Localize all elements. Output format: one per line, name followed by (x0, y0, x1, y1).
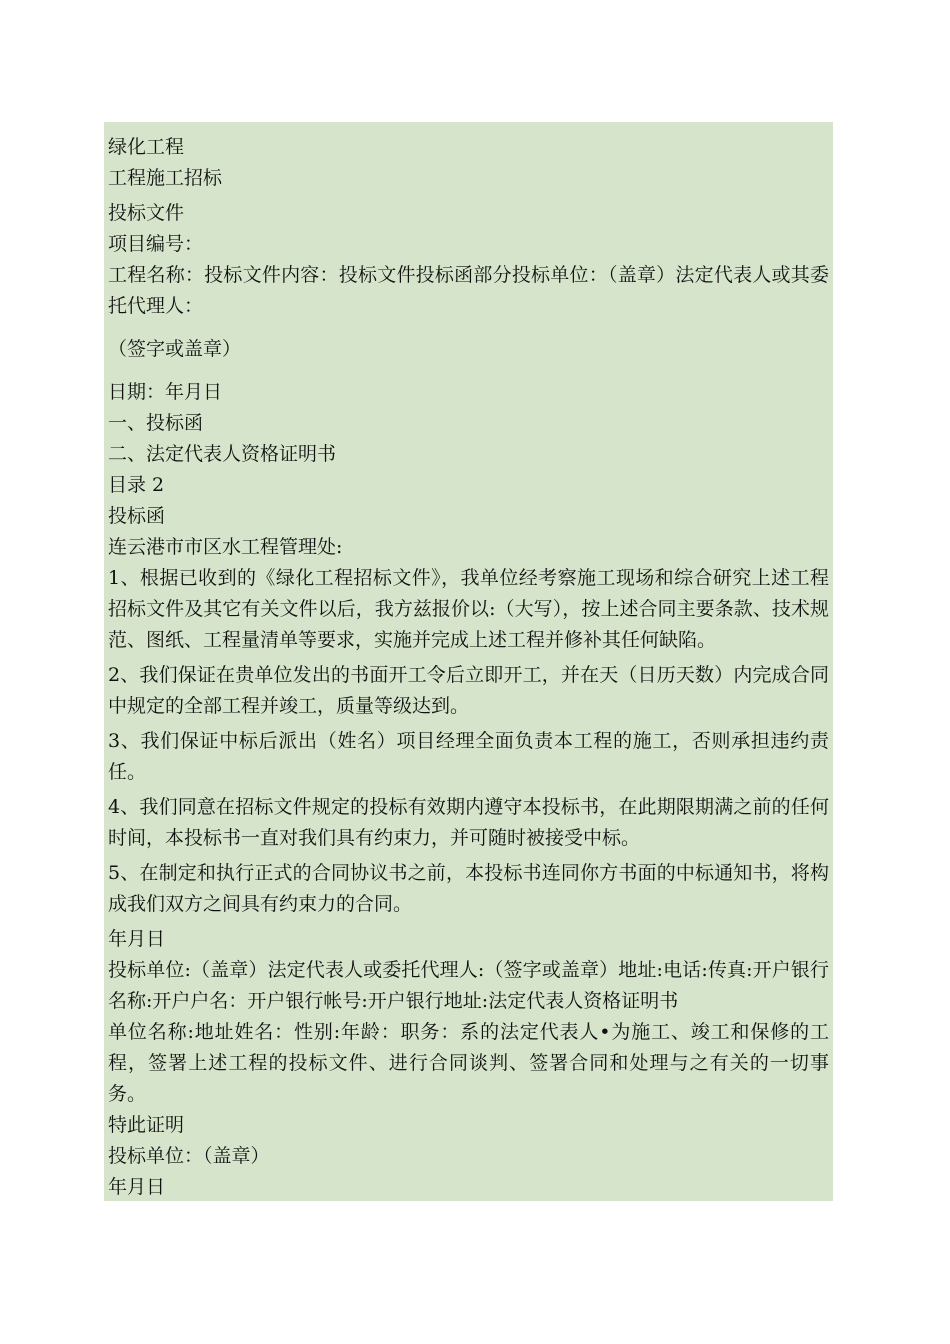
toc-item-2: 二、法定代表人资格证明书 (108, 443, 337, 465)
clause-1: 1、根据已收到的《绿化工程招标文件》，我单位经考察施工现场和综合研究上述工程招标文件及其它有关文件以后，我方兹报价以:（大写），按上述合同主要条款、技术规范、图纸、工程量清单等要求，实施并完成上述工程并修补其任何缺陷。 (108, 567, 829, 651)
date-line-3: 年月日 (108, 1176, 166, 1198)
date-line-2: 年月日 (108, 928, 166, 950)
clause-3: 3、我们保证中标后派出（姓名）项目经理全面负责本工程的施工，否则承担违约责任。 (108, 730, 829, 783)
doc-type: 投标文件 (108, 202, 185, 224)
signature-note: （签字或盖章） (108, 338, 242, 360)
bidder-info-paragraph: 投标单位:（盖章）法定代表人或委托代理人:（签字或盖章）地址:电话:传真:开户银行名称:开户户名：开户银行帐号:开户银行地址:法定代表人资格证明书 (108, 959, 829, 1012)
project-name-paragraph: 工程名称：投标文件内容：投标文件投标函部分投标单位：（盖章）法定代表人或其委托代理人： (108, 264, 829, 317)
clause-5: 5、在制定和执行正式的合同协议书之前，本投标书连同你方书面的中标通知书，将构成我们双方之间具有约束力的合同。 (108, 862, 829, 915)
certificate-paragraph: 单位名称:地址姓名：性别:年龄：职务：系的法定代表人•为施工、竣工和保修的工程，签署上述工程的投标文件、进行合同谈判、签署合同和处理与之有关的一切事务。 (108, 1021, 829, 1105)
clause-2: 2、我们保证在贵单位发出的书面开工令后立即开工，并在天（日历天数）内完成合同中规定的全部工程并竣工，质量等级达到。 (108, 664, 829, 717)
project-title: 绿化工程 (108, 136, 185, 158)
clause-4: 4、我们同意在招标文件规定的投标有效期内遵守本投标书，在此期限期满之前的任何时间，本投标书一直对我们具有约束力，并可随时被接受中标。 (108, 796, 829, 849)
document-page (104, 122, 833, 1201)
project-number: 项目编号： (108, 233, 204, 255)
toc-item-1: 一、投标函 (108, 412, 204, 434)
addressee: 连云港市市区水工程管理处: (108, 536, 343, 558)
toc-heading: 目录 2 (108, 474, 165, 496)
certification-note: 特此证明 (108, 1114, 185, 1136)
tender-subtitle: 工程施工招标 (108, 167, 223, 189)
section-heading-bid-letter: 投标函 (108, 505, 166, 527)
date-line: 日期：年月日 (108, 381, 223, 403)
bidder-seal: 投标单位：（盖章） (108, 1145, 270, 1167)
